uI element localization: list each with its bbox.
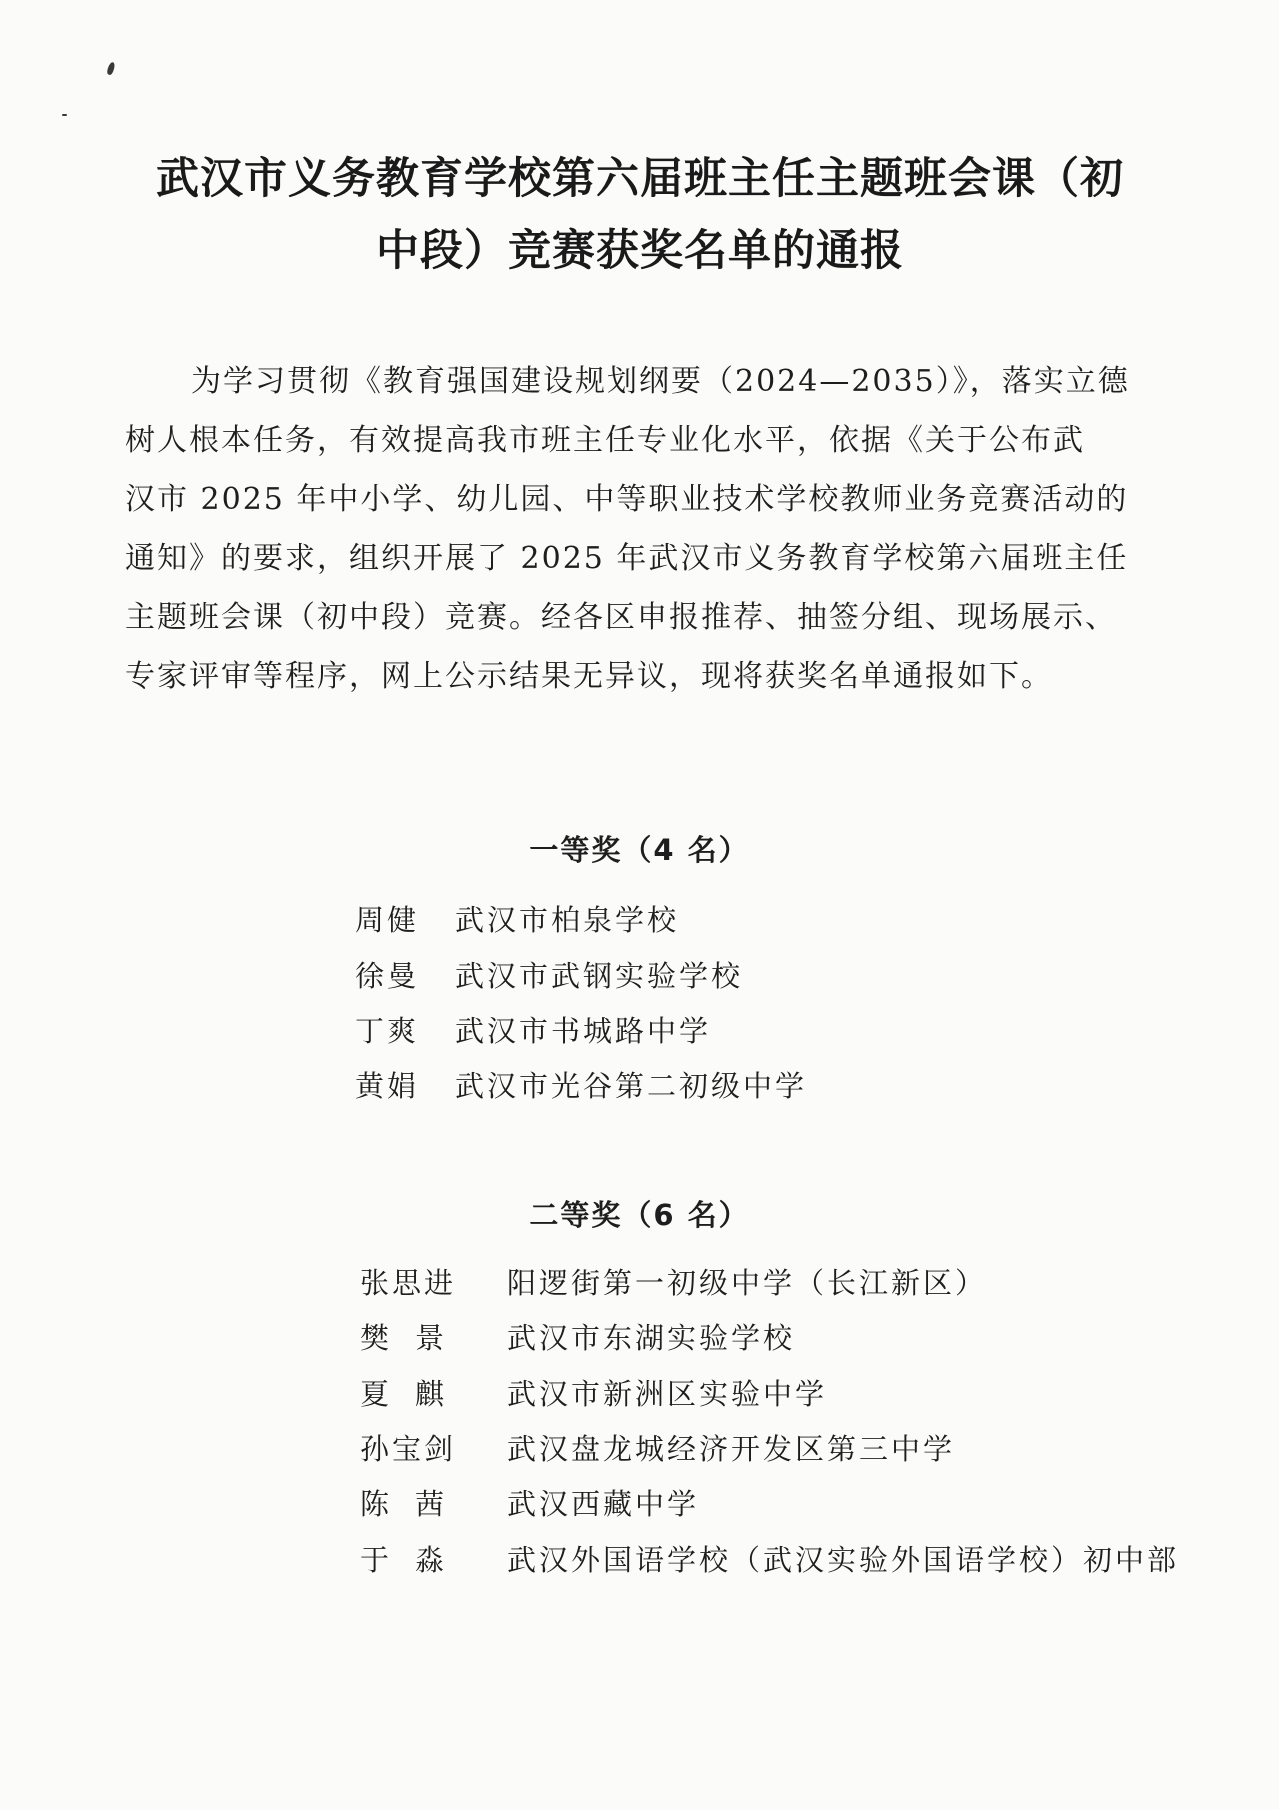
scan-speck-mark — [62, 114, 67, 116]
winner-school: 武汉市武钢实验学校 — [455, 959, 744, 993]
body-line: 为学习贯彻《教育强国建设规划纲要（2024—2035）》，落实立德 — [191, 364, 1130, 399]
winner-school: 武汉市书城路中学 — [455, 1014, 712, 1048]
document-title — [110, 143, 1170, 287]
winner-name: 张思进 — [360, 1266, 457, 1300]
winner-name: 周健 — [355, 903, 420, 937]
winner-name: 丁爽 — [355, 1014, 420, 1048]
winner-school: 武汉市新洲区实验中学 — [507, 1377, 828, 1411]
title-line: 中段）竞赛获奖名单的通报 — [376, 226, 904, 276]
first-prize-heading: 一等奖（4 名） — [529, 833, 750, 867]
winner-school: 武汉市柏泉学校 — [455, 903, 680, 937]
winner-school: 武汉盘龙城经济开发区第三中学 — [507, 1432, 956, 1466]
winner-name: 于淼 — [360, 1543, 471, 1577]
body-line: 汉市 2025 年中小学、幼儿园、中等职业技术学校教师业务竞赛活动的 — [125, 482, 1129, 517]
body-line: 专家评审等程序，网上公示结果无异议，现将获奖名单通报如下。 — [125, 659, 1053, 694]
scan-speck-mark — [106, 61, 116, 75]
winner-school: 武汉市东湖实验学校 — [507, 1321, 796, 1355]
winner-school: 武汉外国语学校（武汉实验外国语学校）初中部 — [507, 1543, 1180, 1577]
body-line: 树人根本任务，有效提高我市班主任专业化水平，依据《关于公布武 — [125, 423, 1085, 458]
winner-name: 徐曼 — [355, 959, 420, 993]
body-line: 通知》的要求，组织开展了 2025 年武汉市义务教育学校第六届班主任 — [125, 541, 1129, 576]
winner-school: 武汉西藏中学 — [507, 1487, 700, 1521]
winner-name: 樊景 — [360, 1321, 471, 1355]
second-prize-heading: 二等奖（6 名） — [529, 1198, 750, 1232]
winner-school: 武汉市光谷第二初级中学 — [455, 1069, 808, 1103]
winner-school: 阳逻街第一初级中学（长江新区） — [507, 1266, 988, 1300]
winner-name: 陈茜 — [360, 1487, 471, 1521]
winner-name: 夏麒 — [360, 1377, 471, 1411]
body-line: 主题班会课（初中段）竞赛。经各区申报推荐、抽签分组、现场展示、 — [125, 600, 1117, 635]
winner-name: 孙宝剑 — [360, 1432, 457, 1466]
body-paragraph — [125, 352, 1175, 706]
winner-name: 黄娟 — [355, 1069, 420, 1103]
title-line: 武汉市义务教育学校第六届班主任主题班会课（初 — [156, 154, 1124, 204]
